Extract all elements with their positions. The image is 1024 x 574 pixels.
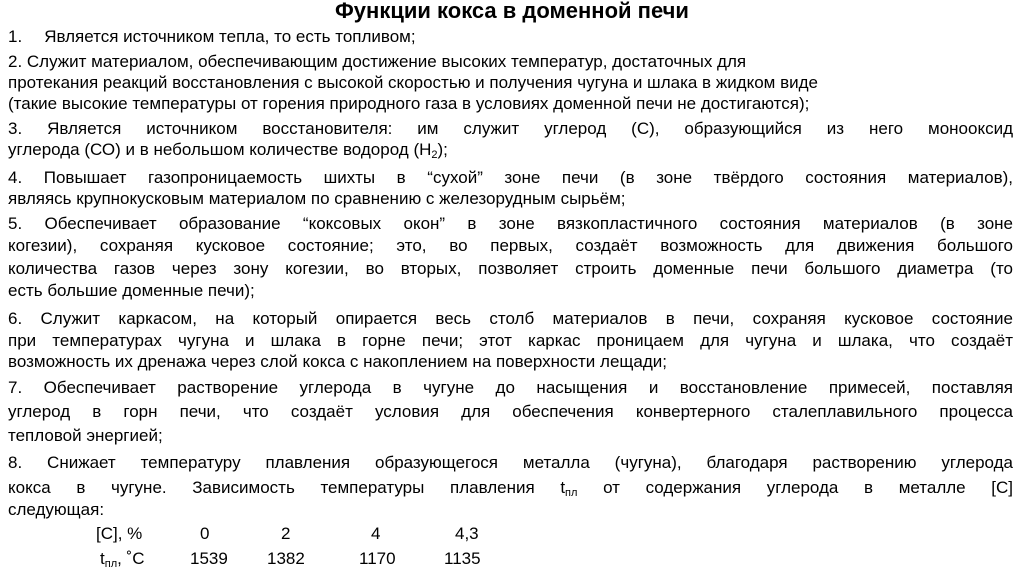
item-7-line-1: 7. Обеспечивает растворение углерода в чугуне до насыщения и восстановление примесей, поставляя xyxy=(8,378,1013,397)
item-5-line-4: есть большие доменные печи); xyxy=(8,281,255,300)
table-cell: 0 xyxy=(200,524,210,543)
table-row-label: [C], % xyxy=(96,524,143,543)
temperature-symbol: t xyxy=(100,549,105,568)
item-5-line-2: когезии), сохраняя кусковое состояние; это, во первых, создаёт возможность для движения большого xyxy=(8,236,1013,255)
item-1-text: Является источником тепла, то есть топливом; xyxy=(44,27,416,46)
item-6-line-3: возможность их дренажа через слой кокса с накоплением на поверхности лещади; xyxy=(8,352,667,371)
item-5-line-3: количества газов через зону когезии, во вторых, позволяет строить доменные печи большого диаметра (то xyxy=(8,259,1013,278)
subscript-2: 2 xyxy=(431,149,438,161)
table-cell: 1539 xyxy=(190,549,228,568)
table-cell: 1382 xyxy=(267,549,305,568)
item-1-number: 1. xyxy=(8,27,23,46)
item-6-line-2: при температурах чугуна и шлака в горне печи; этот каркас проницаем для чугуна и шлака, что создаёт xyxy=(8,331,1013,350)
table-cell: 4,3 xyxy=(455,524,479,543)
item-2-line-2: протекания реакций восстановления с высокой скоростью и получения чугуна и шлака в жидком виде xyxy=(8,73,818,92)
item-8-line-1: 8. Снижает температуру плавления образующегося металла (чугуна), благодаря растворению углерода xyxy=(8,453,1013,472)
item-3-line-2 xyxy=(8,140,448,160)
item-6-line-1: 6. Служит каркасом, на который опирается весь столб материалов в печи, сохраняя кусковое состояние xyxy=(8,309,1013,328)
table-row-label xyxy=(100,549,145,569)
subscript-pl: пл xyxy=(565,487,578,499)
item-5-line-1: 5. Обеспечивает образование “коксовых окон” в зоне вязкопластичного состояния материалов (в зоне xyxy=(8,214,1013,233)
item-3-line-1: 3. Является источником восстановителя: им служит углерод (С), образующийся из него монооксид xyxy=(8,119,1013,138)
item-1 xyxy=(8,27,416,47)
table-cell: 4 xyxy=(371,524,381,543)
item-2-line-1: 2. Служит материалом, обеспечивающим достижение высоких температур, достаточных для xyxy=(8,52,747,71)
subscript-pl: пл xyxy=(104,558,118,570)
item-7-line-3: тепловой энергией; xyxy=(8,426,163,445)
item-8-line-3: следующая: xyxy=(8,500,105,519)
item-8-line-2-text: кокса в чугуне. Зависимость температуры плавления t xyxy=(8,478,566,497)
table-cell: 1170 xyxy=(359,549,396,568)
table-cell: 2 xyxy=(281,524,291,543)
item-2-line-3: (такие высокие температуры от горения природного газа в условиях доменной печи не достигаются); xyxy=(8,94,810,113)
item-4-line-2: являясь крупнокусковым материалом по сравнению с железорудным сырьём; xyxy=(8,189,626,208)
item-7-line-2: углерод в горн печи, что создаёт условия для обеспечения конвертерного сталеплавильного процесса xyxy=(8,402,1013,421)
table-cell: 1135 xyxy=(444,549,481,568)
item-4-line-1: 4. Повышает газопроницаемость шихты в “сухой” зоне печи (в зоне твёрдого состояния материалов), xyxy=(8,168,1013,187)
item-8-line-2 xyxy=(8,478,1013,498)
temperature-unit: , ˚С xyxy=(117,549,145,568)
item-3-line-2-end: ); xyxy=(437,140,448,159)
item-3-line-2-text: углерода (СО) и в небольшом количестве водород (Н xyxy=(8,140,432,159)
page-title: Функции кокса в доменной печи xyxy=(335,0,689,23)
item-8-line-2-end: от содержания углерода в металле [C] xyxy=(577,478,1013,497)
